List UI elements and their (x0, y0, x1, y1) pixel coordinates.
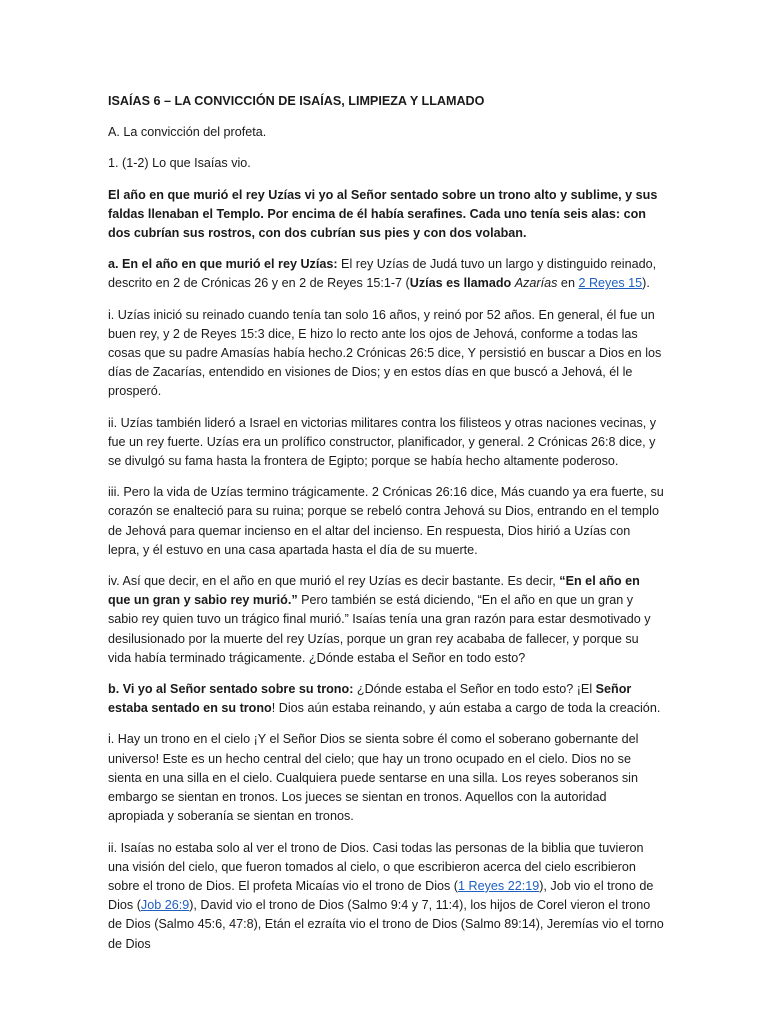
link-1-reyes-22-19[interactable]: 1 Reyes 22:19 (458, 878, 540, 893)
paragraph-a-bold: Uzías es llamado (409, 276, 512, 291)
link-job-26-9[interactable]: Job 26:9 (140, 898, 190, 913)
scripture-verse: El año en que murió el rey Uzías vi yo al Señor sentado sobre un trono alto y sublime, y sus faldas llenaban el Templo. Por encima de él había serafines. Cada uno tenía seis alas: con dos cubrían sus rostros, con dos cubrían sus pies y con dos volaban. (108, 187, 658, 241)
paragraph-a-i: i. Uzías inició su reinado cuando tenía tan solo 16 años, y reinó por 52 años. En general, él fue un buen rey, y 2 de Reyes 15:3 dice, E hizo lo recto ante los ojos de Jehová, conforme a todas las cosas que su padre Amasías había hecho.2 Crónicas 26:5 dice, Y persistió en buscar a Dios en los días de Zacarías, entendido en visiones de Dios; y en estos días en que buscó a Jehová, él le prosperó. (108, 307, 662, 399)
paragraph-a-mid: en (557, 276, 579, 291)
paragraph-b-ii (108, 839, 664, 954)
section-heading: A. La convicción del profeta. (108, 125, 267, 140)
link-2-reyes-15[interactable]: 2 Reyes 15 (578, 276, 643, 291)
paragraph-b (108, 680, 664, 718)
paragraph-b-ii-end: ), David vio el trono de Dios (Salmo 9:4 y 7, 11:4), los hijos de Corel vieron el trono de Dios (Salmo 45:6, 47:8), Etán el ezraíta vio el trono de Dios (Salmo 89:14), Jeremías vio el torno de Dios (108, 898, 664, 951)
item-heading: 1. (1-2) Lo que Isaías vio. (108, 156, 251, 171)
paragraph-a-lead: a. En el año en que murió el rey Uzías: (108, 257, 338, 272)
paragraph-b-mid: ¿Dónde estaba el Señor en todo esto? ¡El (353, 682, 596, 697)
paragraph-a-iii: iii. Pero la vida de Uzías termino trágicamente. 2 Crónicas 26:16 dice, Más cuando ya era fuerte, su corazón se enalteció para su ruina; porque se rebeló contra Jehová su Dios, entrando en el templo de Jehová para quemar incienso en el altar del incienso. En respuesta, Dios hirió a Uzías con lepra, y él estuvo en una casa apartada hasta el día de su muerte. (108, 485, 664, 557)
paragraph-a-ii: ii. Uzías también lideró a Israel en victorias militares contra los filisteos y otras naciones vecinas, y fue un rey fuerte. Uzías era un prolífico constructor, planificador, y general. 2 Crónicas 26:8 dice, y se divulgó su fama hasta la frontera de Egipto; porque se había hecho altamente poderoso. (108, 415, 657, 469)
paragraph-b-bold: Señor estaba sentado en su trono (108, 682, 632, 716)
document-body (108, 92, 664, 966)
paragraph-b-ii-mid: ), Job vio el trono de Dios ( (108, 878, 654, 913)
paragraph-b-ii-start: ii. Isaías no estaba solo al ver el trono de Dios. Casi todas las personas de la biblia que tuvieron una visión del cielo, que fueron tomados al cielo, o que escribieron acerca del cielo escribieron sobre el trono de Dios. El profeta Micaías vio el trono de Dios ( (108, 840, 644, 893)
paragraph-b-end: ! Dios aún estaba reinando, y aún estaba a cargo de toda la creación. (271, 701, 661, 716)
paragraph-a-iv-end: Pero también se está diciendo, “En el año en que un gran y sabio rey quien tuvo un trágico final murió.” Isaías tenía una gran razón para estar desmotivado y desilusionado por la muerte del rey Uzías, porque un gran rey acababa de fallecer, y porque su vida había terminado trágicamente. ¿Dónde estaba el Señor en todo esto? (108, 593, 651, 665)
paragraph-a (108, 255, 664, 293)
paragraph-b-i: i. Hay un trono en el cielo ¡Y el Señor Dios se sienta sobre él como el soberano gobernante del universo! Este es un hecho central del cielo; que hay un trono ocupado en el cielo. Dios no se sienta en una silla en el cielo. Cualquiera puede sentarse en una silla. Los reyes soberanos sin embargo se sientan en tronos. Los jueces se sientan en tronos. Aquellos con la autoridad apropiada y soberanía se sientan en tronos. (108, 732, 639, 824)
document-title: ISAÍAS 6 – LA CONVICCIÓN DE ISAÍAS, LIMPIEZA Y LLAMADO (108, 94, 485, 108)
paragraph-a-iv (108, 572, 664, 668)
paragraph-a-italic: Azarías (514, 276, 558, 291)
paragraph-a-text: El rey Uzías de Judá tuvo un largo y distinguido reinado, descrito en 2 de Crónicas 26 y en 2 de Reyes 15:1-7 ( (108, 257, 657, 291)
paragraph-a-end: ). (642, 276, 650, 291)
paragraph-a-iv-start: iv. Así que decir, en el año en que murió el rey Uzías es decir bastante. Es decir, (108, 574, 560, 589)
paragraph-a-iv-bold: “En el año en que un gran y sabio rey murió.” (108, 574, 640, 608)
paragraph-b-lead: b. Vi yo al Señor sentado sobre su trono: (108, 682, 354, 697)
